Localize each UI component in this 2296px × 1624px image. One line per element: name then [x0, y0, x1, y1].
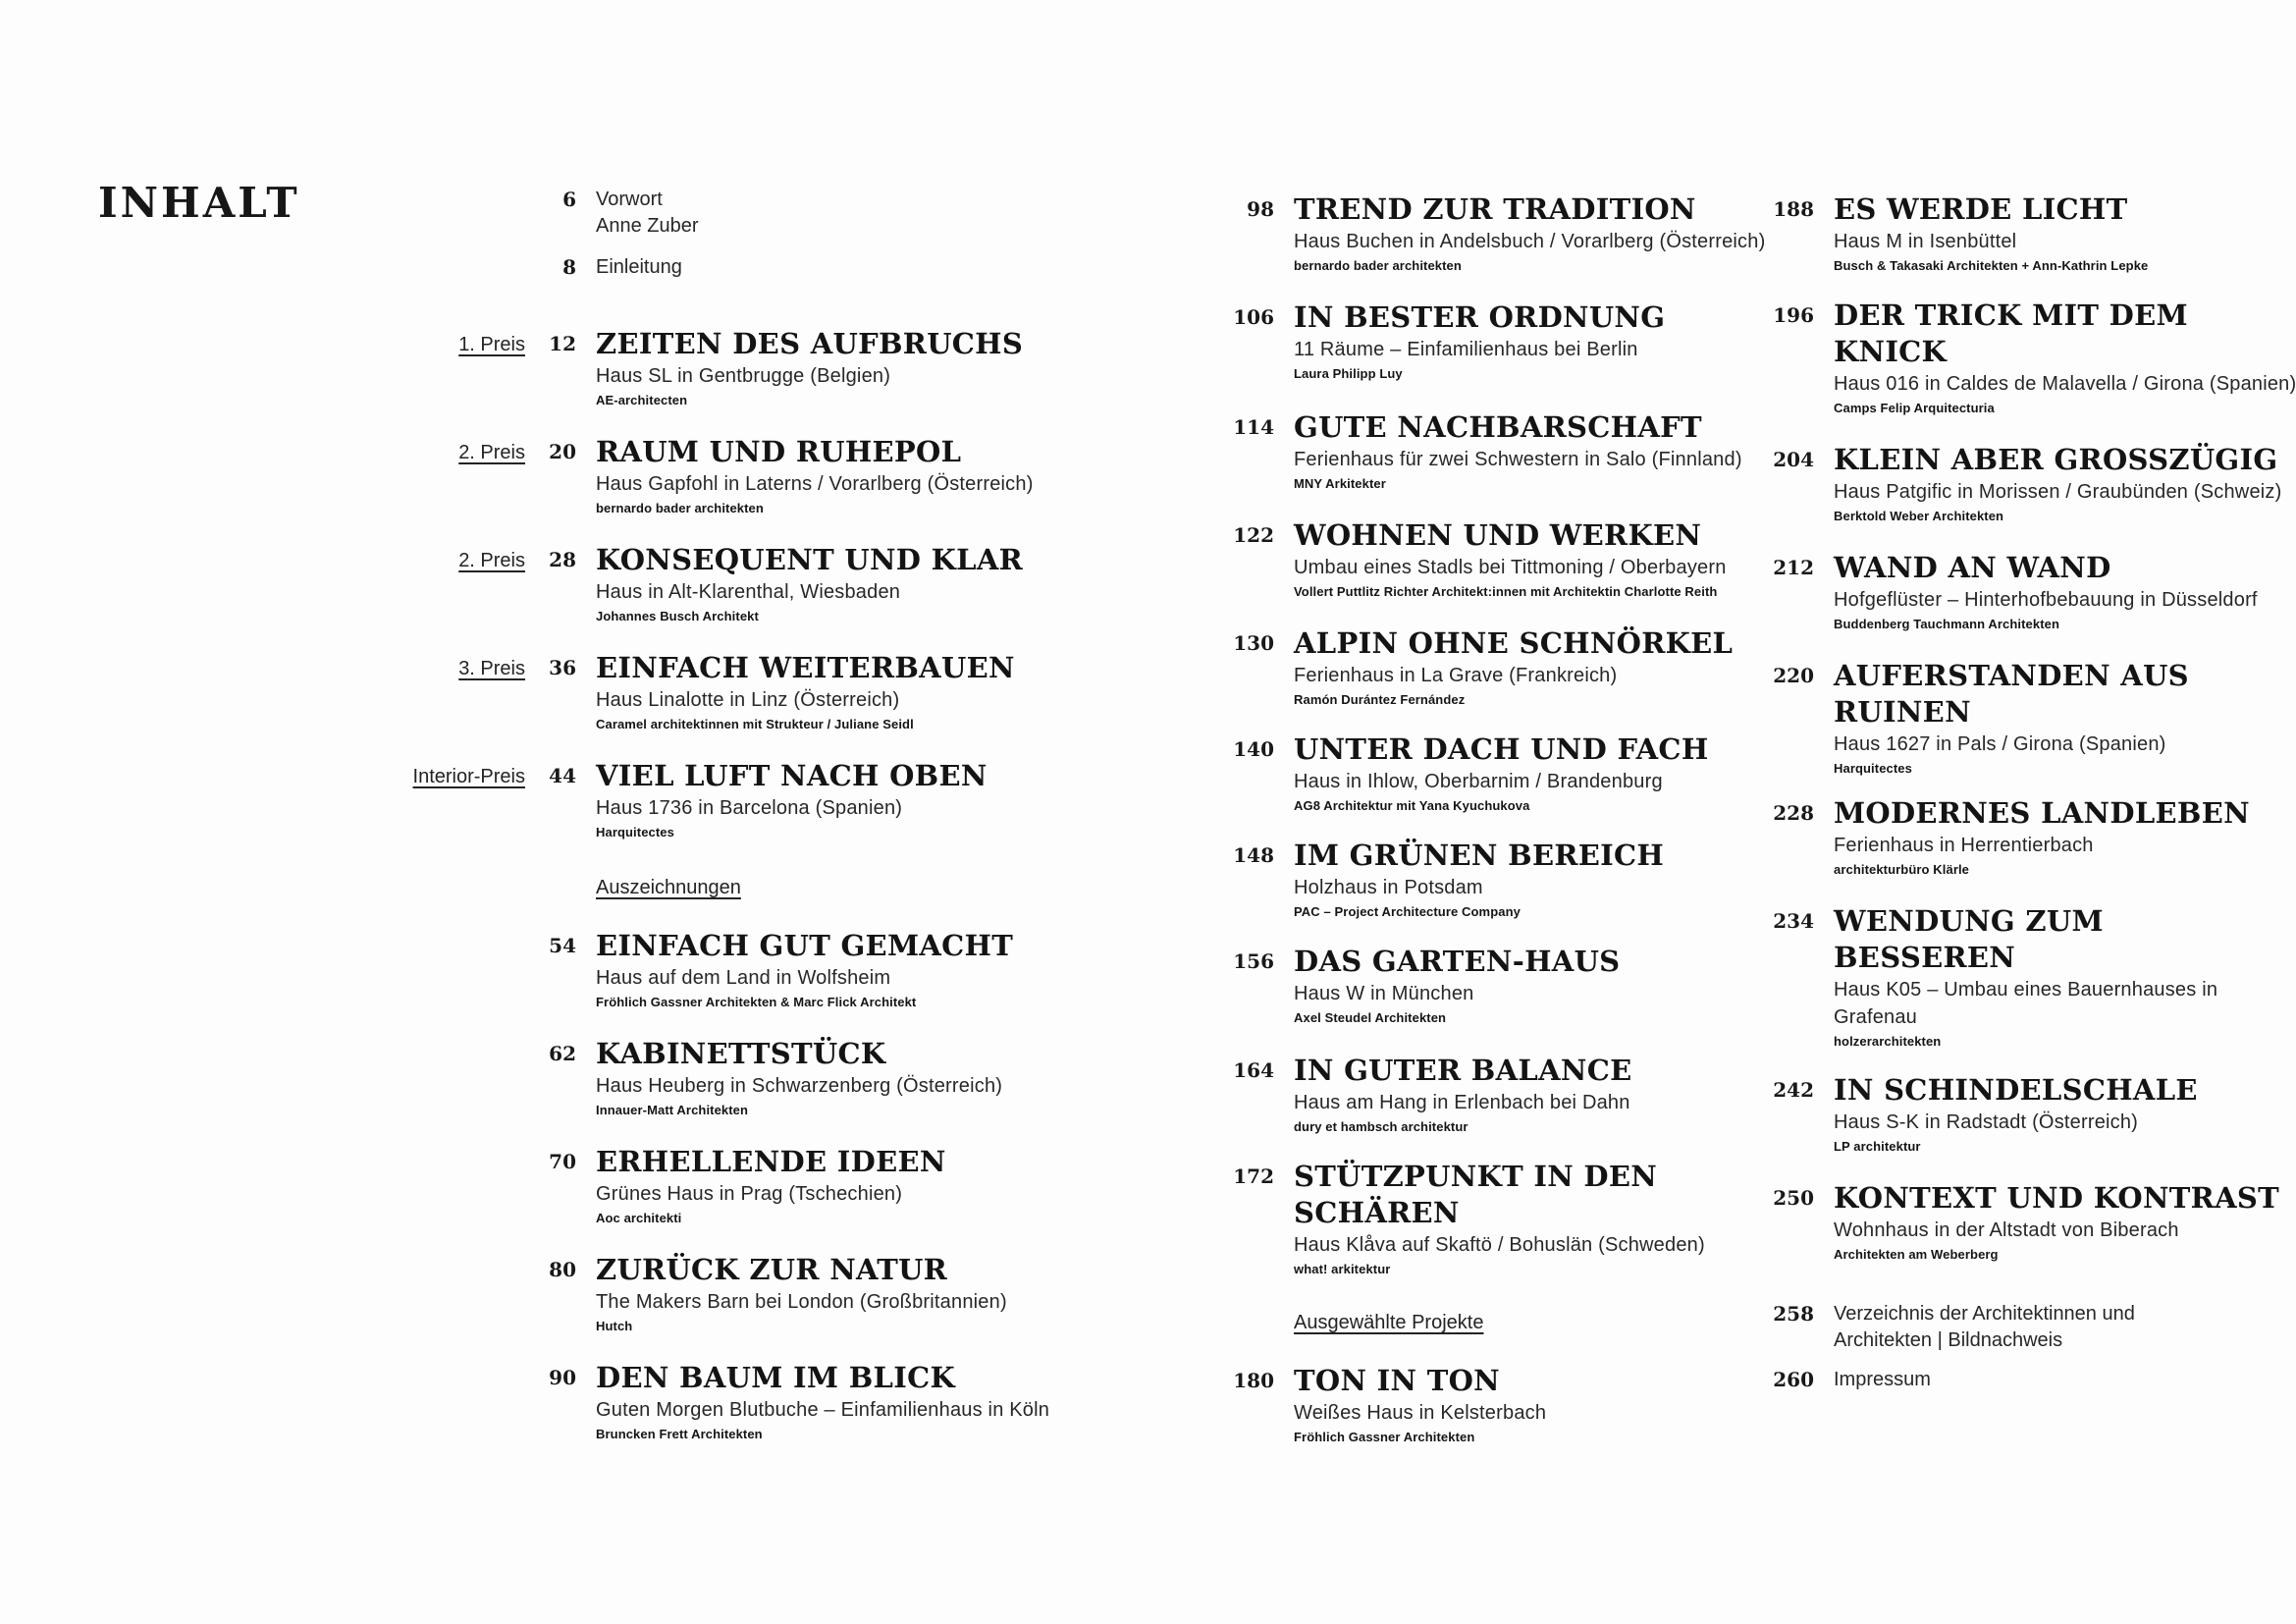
- entry-title: RAUM UND RUHEPOL: [596, 435, 962, 468]
- toc-entry: [549, 1360, 1185, 1442]
- toc-entry: [549, 1144, 1185, 1226]
- entry-title: IN BESTER ORDNUNG: [1294, 300, 1666, 334]
- page-number: 148: [1233, 843, 1274, 867]
- toc-entry: [549, 1036, 1185, 1118]
- page-number: 12: [549, 332, 576, 355]
- front-matter-line: Anne Zuber: [596, 215, 699, 237]
- back-matter-item: [1773, 1301, 2246, 1354]
- entry-subtitle: Haus 1736 in Barcelona (Spanien): [596, 797, 903, 819]
- entry-title: UNTER DACH UND FACH: [1294, 732, 1709, 766]
- entry-subtitle: Haus Heuberg in Schwarzenberg (Österreich): [596, 1075, 1003, 1097]
- page-number: 20: [549, 440, 576, 463]
- entry-subtitle: Weißes Haus in Kelsterbach: [1294, 1402, 1547, 1424]
- entry-title: GUTE NACHBARSCHAFT: [1294, 410, 1702, 444]
- toc-entry: [1773, 298, 2296, 416]
- entry-title: TON IN TON: [1294, 1364, 1500, 1397]
- front-matter-item: [562, 254, 1008, 281]
- toc-entry: [1233, 944, 1883, 1026]
- entry-subtitle: Haus Buchen in Andelsbuch / Vorarlberg (Österreich): [1294, 231, 1766, 252]
- toc-entry: [1773, 191, 2296, 274]
- page-number: 250: [1773, 1186, 1814, 1210]
- page-number: 8: [562, 255, 576, 279]
- entry-subtitle: Hofgeflüster – Hinterhofbebauung in Düsseldorf: [1834, 589, 2258, 611]
- entry-credit: MNY Arkitekter: [1294, 476, 1386, 491]
- entry-title: ZURÜCK ZUR NATUR: [596, 1253, 948, 1286]
- entry-title: DEN BAUM IM BLICK: [596, 1361, 955, 1394]
- entry-title: AUFERSTANDEN AUS: [1834, 659, 2189, 692]
- entry-title: STÜTZPUNKT IN DEN: [1294, 1160, 1658, 1193]
- entry-credit: Aoc architekti: [596, 1211, 682, 1225]
- toc-entry: [1773, 795, 2296, 878]
- toc-entry: [1233, 1159, 1883, 1277]
- entry-subtitle: Ferienhaus in Herrentierbach: [1834, 835, 2094, 856]
- page-number: 36: [549, 656, 576, 679]
- toc-entry: [458, 434, 1185, 516]
- page-number: 28: [549, 548, 576, 571]
- entry-title: KABINETTSTÜCK: [596, 1037, 886, 1070]
- entry-title-line2: SCHÄREN: [1294, 1196, 1460, 1229]
- entry-title: WENDUNG ZUM: [1834, 904, 2104, 938]
- page-number: 172: [1233, 1164, 1274, 1188]
- entry-subtitle: Haus M in Isenbüttel: [1834, 231, 2017, 252]
- back-matter-item: [1773, 1367, 2246, 1393]
- toc-entry: [1773, 658, 2296, 777]
- page-number: 242: [1773, 1078, 1814, 1102]
- entry-subtitle: Haus S-K in Radstadt (Österreich): [1834, 1111, 2139, 1133]
- page-number: 228: [1773, 801, 1814, 825]
- entry-credit: Buddenberg Tauchmann Architekten: [1834, 617, 2060, 631]
- page-number: 140: [1233, 737, 1274, 761]
- toc-entry: [458, 542, 1185, 624]
- entry-credit: Hutch: [596, 1319, 633, 1333]
- page-number: 196: [1773, 303, 1814, 327]
- entry-credit: dury et hambsch architektur: [1294, 1119, 1468, 1134]
- page-number: 188: [1773, 197, 1814, 221]
- page-number: 70: [549, 1150, 576, 1173]
- prize-label: 2. Preis: [458, 550, 525, 571]
- entry-subtitle: Haus Patgific in Morissen / Graubünden (Schweiz): [1834, 481, 2282, 503]
- toc-entry: [1773, 1180, 2296, 1263]
- entry-credit: Fröhlich Gassner Architekten & Marc Flick Architekt: [596, 995, 917, 1009]
- toc-entry: [549, 928, 1185, 1010]
- prize-label: 2. Preis: [458, 442, 525, 463]
- entry-title-line2: KNICK: [1834, 335, 1948, 368]
- entry-subtitle: Ferienhaus in La Grave (Frankreich): [1294, 665, 1618, 686]
- entry-subtitle: Haus in Ihlow, Oberbarnim / Brandenburg: [1294, 771, 1663, 792]
- entry-credit: Harquitectes: [1834, 761, 1912, 776]
- toc-entry: [458, 650, 1185, 732]
- entry-credit: Architekten am Weberberg: [1834, 1247, 1999, 1262]
- entry-title: ALPIN OHNE SCHNÖRKEL: [1294, 626, 1734, 660]
- entry-credit: Bruncken Frett Architekten: [596, 1427, 763, 1441]
- entry-credit: Axel Steudel Architekten: [1294, 1010, 1447, 1025]
- entry-subtitle: Haus K05 – Umbau eines Bauernhauses in: [1834, 979, 2218, 1001]
- entry-subtitle: Holzhaus in Potsdam: [1294, 877, 1483, 898]
- entry-credit: bernardo bader architekten: [1294, 258, 1462, 273]
- entry-title-line2: BESSEREN: [1834, 941, 2016, 974]
- prize-label: 1. Preis: [458, 334, 525, 355]
- page-number: 260: [1773, 1368, 1814, 1391]
- entry-title: KONTEXT UND KONTRAST: [1834, 1181, 2279, 1215]
- entry-subtitle: Wohnhaus in der Altstadt von Biberach: [1834, 1219, 2179, 1241]
- page-number: 156: [1233, 949, 1274, 973]
- entry-credit: PAC – Project Architecture Company: [1294, 904, 1521, 919]
- entry-title: WAND AN WAND: [1834, 551, 2111, 584]
- entry-title: DAS GARTEN-HAUS: [1294, 945, 1621, 978]
- prize-label: 3. Preis: [458, 658, 525, 679]
- entry-credit: Innauer-Matt Architekten: [596, 1103, 749, 1117]
- entry-subtitle: Haus 016 in Caldes de Malavella / Girona (Spanien): [1834, 373, 2296, 395]
- entry-title: TREND ZUR TRADITION: [1294, 192, 1696, 226]
- entry-subtitle: Haus SL in Gentbrugge (Belgien): [596, 365, 891, 387]
- prize-label: Interior-Preis: [412, 766, 525, 787]
- entry-subtitle: Haus in Alt-Klarenthal, Wiesbaden: [596, 581, 901, 603]
- entry-subtitle-line2: Grafenau: [1834, 1006, 1917, 1028]
- entry-subtitle: Grünes Haus in Prag (Tschechien): [596, 1183, 903, 1205]
- toc-entry: [1773, 550, 2296, 632]
- front-matter-line: Einleitung: [596, 256, 682, 278]
- entry-credit: Vollert Puttlitz Richter Architekt:innen mit Architektin Charlotte Reith: [1294, 584, 1718, 599]
- entry-subtitle: Haus Gapfohl in Laterns / Vorarlberg (Österreich): [596, 473, 1034, 495]
- page-number: 62: [549, 1042, 576, 1065]
- toc-entry: [412, 758, 1185, 840]
- toc-entry: [1773, 1072, 2296, 1155]
- entry-title: VIEL LUFT NACH OBEN: [596, 759, 988, 792]
- toc-entry: [458, 326, 1185, 408]
- toc-entry: [549, 1252, 1185, 1334]
- page-number: 114: [1233, 415, 1274, 439]
- page-number: 204: [1773, 448, 1814, 471]
- back-matter-line: Verzeichnis der Architektinnen und: [1834, 1303, 2135, 1325]
- entry-subtitle: Umbau eines Stadls bei Tittmoning / Oberbayern: [1294, 557, 1727, 578]
- entry-subtitle: Guten Morgen Blutbuche – Einfamilienhaus in Köln: [596, 1399, 1050, 1421]
- entry-subtitle: Haus auf dem Land in Wolfsheim: [596, 967, 891, 989]
- entry-subtitle: 11 Räume – Einfamilienhaus bei Berlin: [1294, 339, 1638, 360]
- entry-credit: Caramel architektinnen mit Strukteur / Juliane Seidl: [596, 717, 914, 731]
- page-number: 220: [1773, 664, 1814, 687]
- entry-title: ERHELLENDE IDEEN: [596, 1145, 946, 1178]
- entry-title: MODERNES LANDLEBEN: [1834, 796, 2250, 830]
- entry-credit: LP architektur: [1834, 1139, 1921, 1154]
- page-number: 212: [1773, 556, 1814, 579]
- page-number: 258: [1773, 1302, 1814, 1326]
- section-header-awards: Auszeichnungen: [596, 877, 741, 898]
- entry-subtitle: The Makers Barn bei London (Großbritannien): [596, 1291, 1007, 1313]
- entry-credit: Camps Felip Arquitecturia: [1834, 401, 1995, 415]
- entry-title: KLEIN ABER GROSSZÜGIG: [1834, 443, 2278, 476]
- entry-credit: what! arkitektur: [1294, 1262, 1391, 1276]
- page-number: 180: [1233, 1369, 1274, 1392]
- entry-credit: bernardo bader architekten: [596, 501, 764, 515]
- entry-credit: AE-architecten: [596, 393, 688, 407]
- front-matter-item: [562, 187, 1008, 240]
- toc-entry: [1773, 903, 2296, 1050]
- page-number: 130: [1233, 631, 1274, 655]
- toc-entry: [1233, 838, 1883, 920]
- entry-credit: Harquitectes: [596, 825, 674, 839]
- entry-title: WOHNEN UND WERKEN: [1294, 518, 1702, 552]
- toc-entry: [1773, 442, 2296, 524]
- entry-subtitle: Haus 1627 in Pals / Girona (Spanien): [1834, 733, 2166, 755]
- entry-credit: Berktold Weber Architekten: [1834, 509, 2004, 523]
- entry-subtitle: Haus Linalotte in Linz (Österreich): [596, 689, 900, 711]
- entry-credit: Busch & Takasaki Architekten + Ann-Kathrin Lepke: [1834, 258, 2149, 273]
- entry-title: IM GRÜNEN BEREICH: [1294, 839, 1665, 872]
- entry-credit: Ramón Durántez Fernández: [1294, 692, 1466, 707]
- page-number: 80: [549, 1258, 576, 1281]
- entry-title-line2: RUINEN: [1834, 695, 1971, 729]
- entry-subtitle: Haus am Hang in Erlenbach bei Dahn: [1294, 1092, 1630, 1113]
- entry-subtitle: Ferienhaus für zwei Schwestern in Salo (Finnland): [1294, 449, 1742, 470]
- page-number: 44: [549, 764, 576, 787]
- entry-title: KONSEQUENT UND KLAR: [596, 543, 1024, 576]
- page-number: 6: [562, 188, 576, 211]
- page-number: 90: [549, 1366, 576, 1389]
- page-title: INHALT: [98, 179, 300, 227]
- page-number: 122: [1233, 523, 1274, 547]
- front-matter-line: Vorwort: [596, 189, 663, 210]
- entry-subtitle: Haus W in München: [1294, 983, 1474, 1004]
- entry-credit: Fröhlich Gassner Architekten: [1294, 1430, 1475, 1444]
- entry-credit: AG8 Architektur mit Yana Kyuchukova: [1294, 798, 1530, 813]
- entry-title: IN GUTER BALANCE: [1294, 1054, 1632, 1087]
- page-number: 106: [1233, 305, 1274, 329]
- page-number: 54: [549, 934, 576, 957]
- entry-title: DER TRICK MIT DEM: [1834, 298, 2188, 332]
- entry-title: ES WERDE LICHT: [1834, 192, 2128, 226]
- page-number: 234: [1773, 909, 1814, 933]
- entry-credit: Johannes Busch Architekt: [596, 609, 759, 623]
- entry-title: ZEITEN DES AUFBRUCHS: [596, 327, 1024, 360]
- section-header-selected-projects: Ausgewählte Projekte: [1294, 1312, 1484, 1333]
- entry-credit: Laura Philipp Luy: [1294, 366, 1403, 381]
- back-matter-line: Architekten | Bildnachweis: [1834, 1329, 2063, 1351]
- page-number: 98: [1247, 197, 1274, 221]
- entry-credit: architekturbüro Klärle: [1834, 862, 1970, 877]
- entry-subtitle: Haus Klåva auf Skaftö / Bohuslän (Schweden): [1294, 1234, 1705, 1256]
- entry-title: EINFACH WEITERBAUEN: [596, 651, 1015, 684]
- entry-title: EINFACH GUT GEMACHT: [596, 929, 1014, 962]
- back-matter-line: Impressum: [1834, 1369, 1931, 1390]
- entry-title: IN SCHINDELSCHALE: [1834, 1073, 2198, 1107]
- page-number: 164: [1233, 1058, 1274, 1082]
- entry-credit: holzerarchitekten: [1834, 1034, 1942, 1049]
